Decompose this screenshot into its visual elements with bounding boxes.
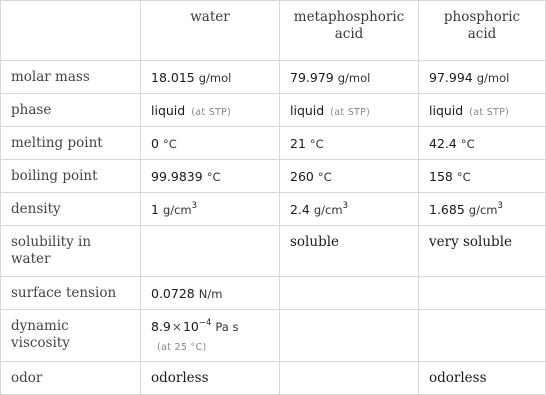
- cell-water: [141, 277, 280, 310]
- value: 79.979: [290, 70, 334, 85]
- times-sign: ×: [171, 320, 182, 334]
- column-header-metaphosphoric-acid: metaphosphoric acid: [280, 1, 419, 61]
- unit-exponent: 3: [191, 200, 198, 211]
- row-boiling-point: [1, 160, 546, 193]
- row-label: dynamic viscosity: [1, 310, 141, 362]
- header-row: [1, 1, 546, 61]
- cell-phosphoric: [419, 193, 546, 226]
- unit: °C: [309, 137, 324, 151]
- cell-water: [141, 61, 280, 94]
- cell-metaphosphoric: [280, 277, 419, 310]
- row-molar-mass: [1, 61, 546, 94]
- value: 97.994: [429, 70, 473, 85]
- unit: g/cm: [468, 203, 498, 217]
- unit: N/m: [198, 287, 223, 301]
- cell-metaphosphoric: [280, 94, 419, 127]
- cell-water: [141, 226, 280, 277]
- cell-metaphosphoric: [280, 362, 419, 395]
- cell-water: [141, 160, 280, 193]
- row-label: boiling point: [1, 160, 141, 193]
- value: 260: [290, 169, 314, 184]
- cell-metaphosphoric: soluble: [280, 226, 419, 277]
- value: 21: [290, 136, 306, 151]
- unit: °C: [317, 170, 332, 184]
- row-label: solubility in water: [1, 226, 141, 277]
- value: liquid: [429, 103, 464, 118]
- condition-note: (at 25 °C): [157, 342, 207, 353]
- unit: Pa s: [215, 320, 239, 334]
- row-dynamic-viscosity: [1, 310, 546, 362]
- value: 1: [151, 202, 159, 217]
- row-label: phase: [1, 94, 141, 127]
- column-header-phosphoric-acid: phosphoric acid: [419, 1, 546, 61]
- cell-metaphosphoric: [280, 127, 419, 160]
- cell-phosphoric: [419, 61, 546, 94]
- cell-metaphosphoric: [280, 160, 419, 193]
- cell-metaphosphoric: [280, 61, 419, 94]
- column-header-water: water: [141, 1, 280, 61]
- value: liquid: [151, 103, 186, 118]
- condition-note: (at STP): [469, 107, 510, 118]
- row-label: molar mass: [1, 61, 141, 94]
- unit-exponent: 3: [342, 200, 348, 211]
- cell-water: odorless: [141, 362, 280, 395]
- row-label: melting point: [1, 127, 141, 160]
- unit: g/mol: [198, 71, 232, 85]
- cell-water: [141, 193, 280, 226]
- row-label: density: [1, 193, 141, 226]
- row-label: odor: [1, 362, 141, 395]
- row-density: [1, 193, 546, 226]
- cell-water: [141, 94, 280, 127]
- unit: °C: [206, 170, 221, 184]
- row-phase: [1, 94, 546, 127]
- cell-phosphoric: [419, 94, 546, 127]
- condition-note: (at STP): [330, 107, 371, 118]
- value: 1.685: [429, 202, 465, 217]
- cell-phosphoric: [419, 310, 546, 362]
- row-surface-tension: [1, 277, 546, 310]
- unit: °C: [456, 170, 471, 184]
- cell-phosphoric: [419, 160, 546, 193]
- row-melting-point: [1, 127, 546, 160]
- condition-note: (at STP): [191, 107, 232, 118]
- value: 2.4: [290, 202, 310, 217]
- unit: g/mol: [337, 71, 371, 85]
- cell-phosphoric: [419, 127, 546, 160]
- row-odor: [1, 362, 546, 395]
- value: 0: [151, 136, 159, 151]
- cell-phosphoric: odorless: [419, 362, 546, 395]
- unit: g/cm: [162, 203, 192, 217]
- value: 158: [429, 169, 453, 184]
- value: 0.0728: [151, 286, 195, 301]
- exponent: −4: [198, 317, 212, 328]
- value: liquid: [290, 103, 325, 118]
- unit: °C: [460, 137, 475, 151]
- unit: g/cm: [313, 203, 343, 217]
- corner-cell: [1, 1, 141, 61]
- value: 99.9839: [151, 169, 203, 184]
- row-label: surface tension: [1, 277, 141, 310]
- mantissa: 8.9: [151, 319, 171, 334]
- base: 10: [182, 319, 199, 334]
- value: 42.4: [429, 136, 457, 151]
- cell-phosphoric: [419, 277, 546, 310]
- unit-exponent: 3: [497, 200, 503, 211]
- cell-water: [141, 127, 280, 160]
- value: 18.015: [151, 70, 195, 85]
- cell-metaphosphoric: [280, 193, 419, 226]
- row-solubility-in-water: [1, 226, 546, 277]
- unit: g/mol: [476, 71, 510, 85]
- cell-water: [141, 310, 280, 362]
- unit: °C: [162, 137, 177, 151]
- cell-phosphoric: very soluble: [419, 226, 546, 277]
- cell-metaphosphoric: [280, 310, 419, 362]
